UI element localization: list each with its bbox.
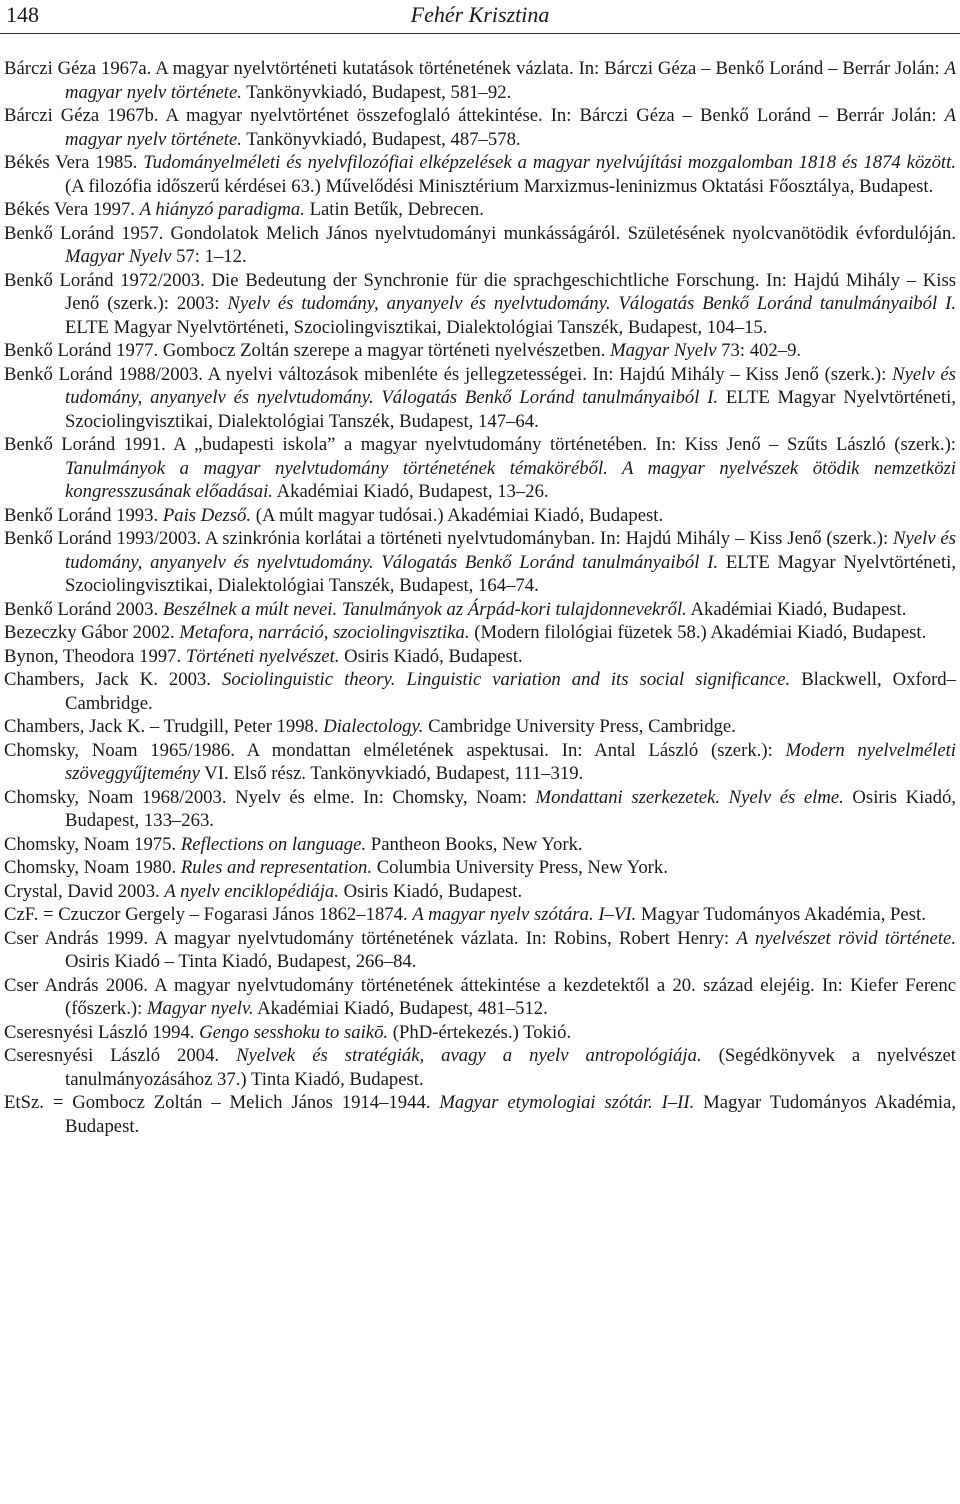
reference-entry [4,222,956,269]
reference-entry [4,1091,956,1138]
reference-entry [4,974,956,1021]
reference-entry [4,927,956,974]
reference-title-italic: Sociolinguistic theory. Linguistic variation and its social significance. [221,669,791,690]
reference-title-italic: A nyelvészet rövid története. [736,927,957,949]
reference-entry [4,645,956,669]
reference-entry [4,527,956,598]
reference-text: 57: 1–12. [171,246,247,267]
reference-text: Blackwell, Oxford–Cambridge. [65,669,956,714]
reference-text: Pantheon Books, New York. [366,833,583,855]
reference-entry [4,903,956,927]
reference-text: Akadémiai Kiadó, Budapest, 481–512. [253,998,548,1019]
reference-list [4,57,956,1138]
reference-text: ELTE Magyar Nyelvtörténeti, Szociolingvisztikai, Dialektológiai Tanszék, Budapest, 164–74. [65,551,956,596]
reference-title-italic: Gengo sesshoku to saikō. [199,1021,389,1043]
reference-entry [4,621,956,645]
reference-title-italic: A nyelv enciklopédiája. [164,880,339,902]
reference-text: (Modern filológiai füzetek 58.) Akadémiai Kiadó, Budapest. [469,622,927,643]
reference-text: Magyar Tudományos Akadémia, Pest. [636,904,926,925]
reference-text: (Segédkönyvek a nyelvészet tanulmányozásához 37.) Tinta Kiadó, Budapest. [65,1045,956,1090]
reference-title-italic: Mondattani szerkezetek. Nyelv és elme. [535,786,844,808]
reference-title-italic: Modern nyelvelméleti szöveggyűjtemény [65,739,956,784]
reference-text: (PhD-értekezés.) Tokió. [388,1021,572,1043]
reference-text: Chomsky, Noam 1975. [4,833,181,855]
reference-entry [4,433,956,504]
reference-entry [4,1021,956,1045]
reference-text: Chomsky, Noam 1965/1986. A mondattan elméletének aspektusai. In: Antal László (szerk.): [4,739,786,761]
reference-text: Osiris Kiadó – Tinta Kiadó, Budapest, 266–84. [65,951,417,972]
reference-entry [4,715,956,739]
reference-entry [4,856,956,880]
reference-text: Chambers, Jack K. – Trudgill, Peter 1998. [4,716,324,737]
reference-text: ELTE Magyar Nyelvtörténeti, Szociolingvisztikai, Dialektológiai Tanszék, Budapest, 147–64. [65,387,956,432]
reference-text: 73: 402–9. [716,340,802,361]
reference-entry [4,833,956,857]
reference-text: Magyar Tudományos Akadémia, Budapest. [65,1092,957,1137]
reference-text: Benkő Loránd 1957. Gondolatok Melich János nyelvtudományi munkásságáról. Születésének nyolcvanötödik évfordulóján. [4,222,956,244]
reference-entry [4,598,956,622]
reference-text: ELTE Magyar Nyelvtörténeti, Szociolingvisztikai, Dialektológiai Tanszék, Budapest, 104–15. [65,316,768,338]
reference-entry [4,504,956,528]
reference-entry [4,1044,956,1091]
reference-text: Akadémiai Kiadó, Budapest. [686,598,907,620]
reference-text: Columbia University Press, New York. [372,857,668,878]
reference-title-italic: Nyelv és tudomány, anyanyelv és nyelvtudomány. Válogatás Benkő Loránd tanulmányaiból I. [65,528,957,573]
reference-title-italic: Beszélnek a múlt nevei. Tanulmányok az Árpád-kori tulajdonnevekről. [162,598,687,620]
reference-text: Benkő Loránd 1988/2003. A nyelvi változások mibenléte és jellegzetességei. In: Hajdú Mihály – Kiss Jenő (szerk.): [4,363,893,385]
reference-entry [4,198,956,222]
reference-text: Bárczi Géza 1967b. A magyar nyelvtörténet összefoglaló áttekintése. In: Bárczi Géza – Benkő Loránd – Berrár Jolán: [4,105,945,126]
reference-entry [4,363,956,434]
reference-text: Chambers, Jack K. 2003. [4,669,222,690]
reference-text: Bezeczky Gábor 2002. [4,622,180,643]
reference-text: (A filozófia időszerű kérdései 63.) Művelődési Minisztérium Marxizmus-leninizmus Oktatási Főosztálya, Budapest. [65,175,934,197]
reference-title-italic: Tudományelméleti és nyelvfilozófiai elképzelések a magyar nyelvújítási mozgalomban 1818 és 1874 között. [143,152,956,173]
reference-title-italic: Nyelv és tudomány, anyanyelv és nyelvtudomány. Válogatás Benkő Loránd tanulmányaiból I. [227,293,956,314]
reference-text: Benkő Loránd 2003. [4,598,163,620]
reference-text: Osiris Kiadó, Budapest. [339,645,523,667]
reference-title-italic: Magyar etymologiai szótár. I–II. [439,1092,695,1113]
reference-text: Benkő Loránd 1977. Gombocz Zoltán szerepe a magyar történeti nyelvészetben. [4,340,611,361]
reference-title-italic: Dialectology. [323,716,424,737]
running-head: Fehér Krisztina [410,2,550,27]
reference-title-italic: Magyar Nyelv [610,340,717,361]
reference-entry [4,57,956,104]
reference-title-italic: A magyar nyelv története. [65,58,956,103]
page-number: 148 [6,2,39,27]
reference-text: Bárczi Géza 1967a. A magyar nyelvtörténeti kutatások történetének vázlata. In: Bárczi Géza – Benkő Loránd – Berrár Jolán: [4,58,945,79]
reference-text: (A múlt magyar tudósai.) Akadémiai Kiadó, Budapest. [251,504,664,526]
reference-title-italic: A magyar nyelv szótára. I–VI. [412,904,637,925]
reference-text: Akadémiai Kiadó, Budapest, 13–26. [272,481,549,502]
reference-text: Cseresnyési László 2004. [4,1045,237,1066]
reference-text: Tankönyvkiadó, Budapest, 581–92. [241,81,512,103]
reference-text: Békés Vera 1985. [4,152,144,173]
reference-title-italic: A hiányzó paradigma. [139,199,305,220]
reference-text: Békés Vera 1997. [4,199,140,220]
reference-entry [4,786,956,833]
reference-text: Cser András 1999. A magyar nyelvtudomány történetének vázlata. In: Robins, Robert Henry: [4,927,737,949]
reference-entry [4,104,956,151]
reference-title-italic: Nyelv és tudomány, anyanyelv és nyelvtudomány. Válogatás Benkő Loránd tanulmányaiból I. [65,363,956,408]
reference-text: Benkő Loránd 1993/2003. A szinkrónia korlátai a történeti nyelvtudományban. In: Hajdú Mihály – Kiss Jenő (szerk.): [4,528,894,549]
reference-entry [4,739,956,786]
reference-entry [4,151,956,198]
reference-text: Osiris Kiadó, Budapest. [338,880,523,902]
reference-text: Cambridge University Press, Cambridge. [423,716,736,737]
header-rule [0,33,960,34]
reference-text: Crystal, David 2003. [4,880,165,902]
reference-title-italic: Rules and representation. [180,857,373,878]
reference-entry [4,880,956,904]
reference-entry [4,269,956,340]
reference-title-italic: A magyar nyelv története. [65,105,956,150]
page-header [0,0,960,40]
reference-text: Benkő Loránd 1972/2003. Die Bedeutung der Synchronie für die sprachgeschichtliche Forschung. In: Hajdú Mihály – Kiss Jenő (szerk.): 2003: [4,269,956,314]
reference-text: Benkő Loránd 1993. [4,504,163,526]
reference-title-italic: Történeti nyelvészet. [185,645,340,667]
reference-title-italic: Tanulmányok a magyar nyelvtudomány történetének témaköréből. A magyar nyelvészek ötödik nemzetközi kongresszusának előadásai. [65,457,956,502]
reference-text: Cser András 2006. A magyar nyelvtudomány történetének áttekintése a kezdetektől a 20. század elejéig. In: Kiefer Ferenc (főszerk.): [4,974,956,1019]
reference-title-italic: Pais Dezső. [162,504,252,526]
reference-title-italic: Reflections on language. [180,833,367,855]
reference-text: Osiris Kiadó, Budapest, 133–263. [65,786,956,831]
reference-title-italic: Metafora, narráció, szociolingvisztika. [179,622,470,643]
reference-text: Benkő Loránd 1991. A „budapesti iskola” a magyar nyelvtudomány történetében. In: Kiss Jenő – Szűts László (szerk.): [4,434,956,455]
reference-entry [4,668,956,715]
reference-text: Chomsky, Noam 1968/2003. Nyelv és elme. In: Chomsky, Noam: [4,786,536,808]
reference-text: Latin Betűk, Debrecen. [304,199,484,220]
reference-text: Chomsky, Noam 1980. [4,857,181,878]
reference-text: Cseresnyési László 1994. [4,1021,200,1043]
reference-title-italic: Nyelvek és stratégiák, avagy a nyelv antropológiája. [236,1045,702,1066]
reference-text: VI. Első rész. Tankönyvkiadó, Budapest, 111–319. [199,763,584,784]
reference-text: CzF. = Czuczor Gergely – Fogarasi János 1862–1874. [4,904,413,925]
reference-title-italic: Magyar nyelv. [146,998,254,1019]
reference-entry [4,339,956,363]
reference-text: Tankönyvkiadó, Budapest, 487–578. [241,128,521,150]
reference-text: EtSz. = Gombocz Zoltán – Melich János 1914–1944. [4,1092,440,1113]
reference-text: Bynon, Theodora 1997. [4,645,186,667]
reference-title-italic: Magyar Nyelv [65,246,172,267]
